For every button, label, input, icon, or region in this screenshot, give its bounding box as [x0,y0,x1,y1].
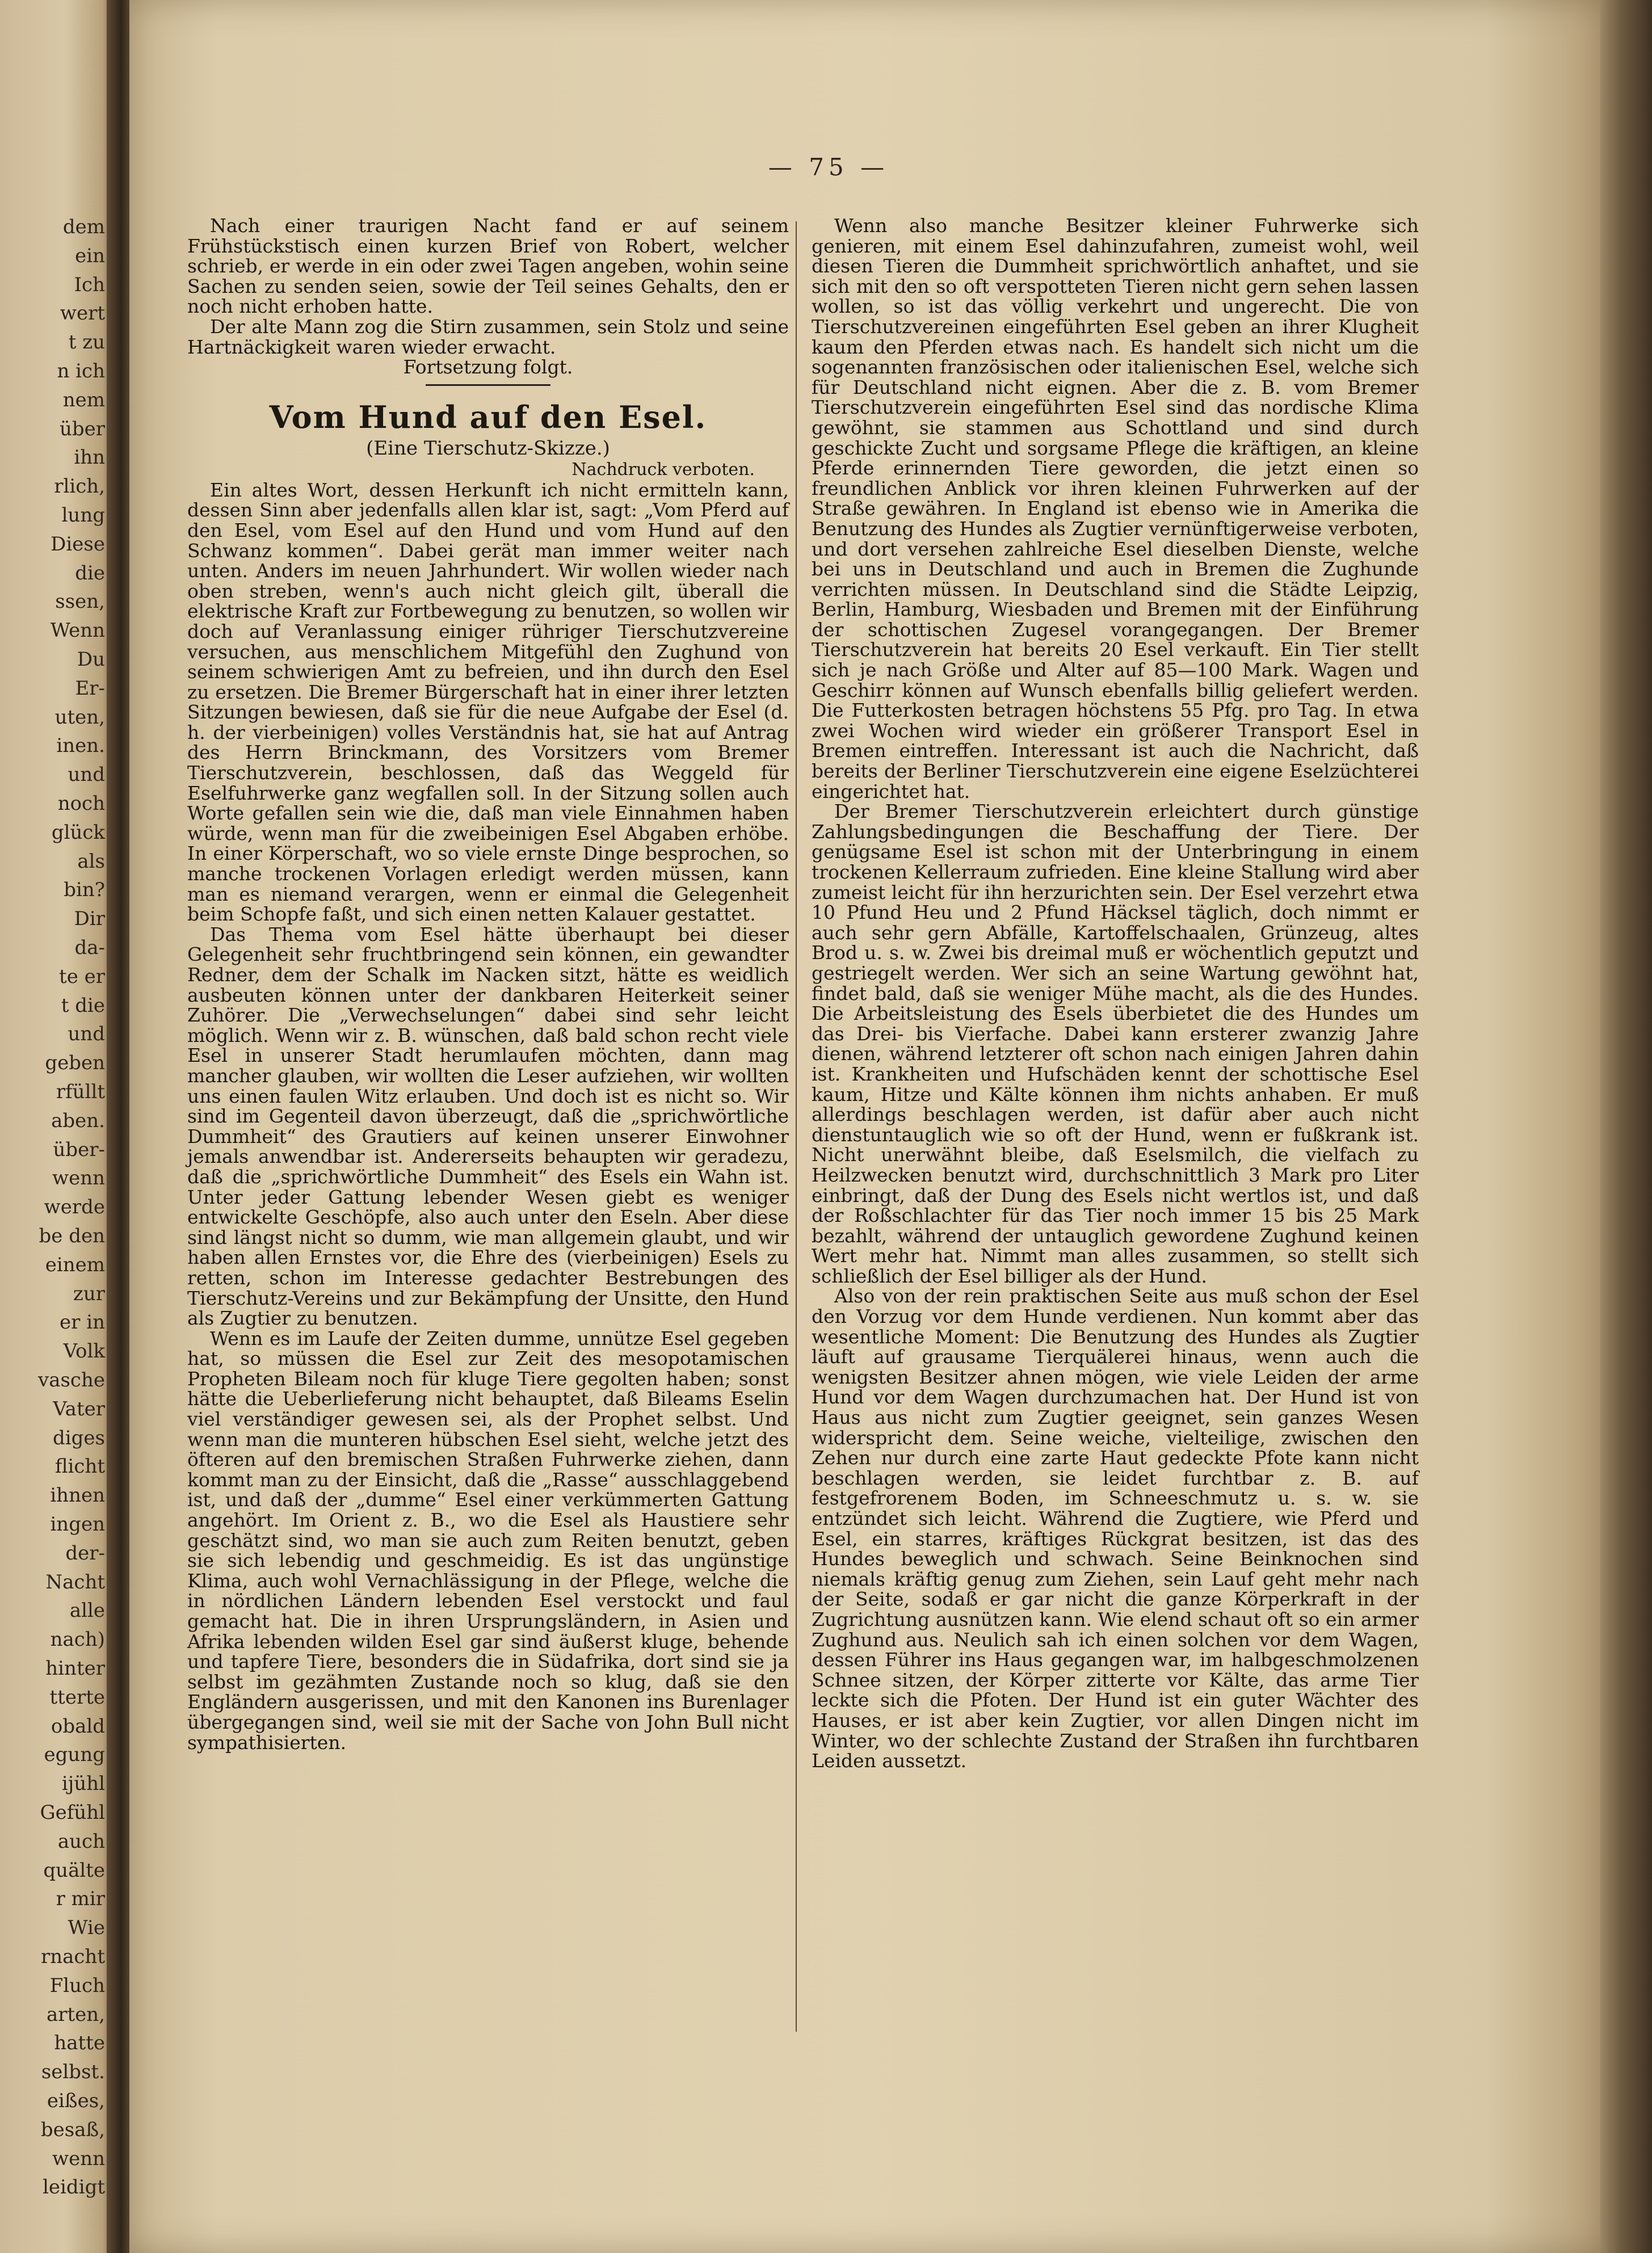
left-page-word-fragment: Volk [63,1340,105,1363]
reprint-note: Nachdruck verboten. [571,459,755,480]
left-page-word-fragment: n ich [57,360,105,382]
left-page-word-fragment: rfüllt [56,1081,105,1103]
left-page-word-fragment: tterte [49,1685,105,1709]
left-page-word-fragment: geben [45,1052,105,1075]
section-divider [426,384,550,386]
left-page-word-fragment: Wenn [50,619,105,642]
left-page-word-fragment: inen. [56,734,105,758]
article-paragraph: Also von der rein praktischen Seite aus muß schon der Esel den Vorzug vor dem Hunde verdienen. Nun kommt aber das wesentliche Moment: Die Benutzung des Hundes als Zugtier läuft auf grausame Tierquälerei hinaus, wenn auch die wenigsten Besitzer ahnen mögen, wie viele Leiden der arme Hund vor dem Wagen durchzumachen hat. Der Hund ist von Haus aus nicht zum Zugtier geeignet, sein ganzes Wesen widerspricht dem. Seine weiche, vielteilige, zwischen den Zehen nur durch eine zarte Haut gedeckte Pfote kann nicht beschlagen werden, sie leidet furchtbar z. B. auf festgefrorenem Boden, im Schneeschmutz u. s. w. sie entzündet sich leicht. Während die Zugtiere, wie Pferd und Esel, ein starres, kräftiges Rückgrat besitzen, ist das des Hundes beweglich und schwach. Seine Beinknochen sind niemals kräftig genug zum Ziehen, sein Lauf geht mehr nach der Seite, sodaß er gar nicht die ganze Körperkraft in der Zugrichtung ausnützen kann. Wie elend schaut oft so ein armer Zughund aus. Neulich sah ich einen solchen vor dem Wagen, dessen Führer ins Haus gegangen war, im halbgeschmolzenen Schnee sitzen, der Körper zitterte vor Kälte, das arme Tier leckte sich die Pfoten. Der Hund ist ein guter Wächter des Hauses, er ist aber kein Zugtier, vor allen Dingen nicht im Winter, wo der schlechte Zustand der Straßen ihn furchtbaren Leiden aussetzt. [812,1285,1419,1772]
left-page-word-fragment: die [75,561,105,585]
left-page-word-fragment: quälte [43,1859,105,1882]
article-paragraph: Wenn also manche Besitzer kleiner Fuhrwerke sich genieren, mit einem Esel dahinzufahren, zumeist wohl, weil diesen Tieren die Dummheit sprichwörtlich anhaftet, und sie sich mit den so oft verspotteten Tieren nicht gern sehen lassen wollen, so ist das völlig verkehrt und ungerecht. Die von Tierschutzvereinen eingeführten Esel geben an ihrer Klugheit kaum den Pferden etwas nach. Es handelt sich nicht um die sogenannten französischen oder italienischen Esel, welche sich für Deutschland nicht eignen. Aber die z. B. vom Bremer Tierschutzverein eingeführten Esel sind das nordische Klima gewöhnt, sie stammen aus Schottland und sind durch geschickte Zucht und sorgsame Pflege die kräftigen, an kleine Pferde erinnernden Tiere geworden, die jetzt einen so freundlichen Anblick vor ihren kleinen Fuhrwerken auf der Straße gewähren. In England ist ebenso wie in Amerika die Benutzung des Hundes als Zugtier vernünftigerweise verboten, und dort versehen zahlreiche Esel dieselben Dienste, welche bei uns in Deutschland und auch in Bremen die Zughunde verrichten müssen. In Deutschland sind die Städte Leipzig, Berlin, Hamburg, Wiesbaden und Bremen mit der Einführung der schottischen Zugesel vorangegangen. Der Bremer Tierschutzverein hat bereits 20 Esel verkauft. Ein Tier stellt sich je nach Größe und Alter auf 85—100 Mark. Wagen und Geschirr können auf Wunsch ebenfalls billig geliefert werden. Die Futterkosten betragen höchstens 55 Pfg. pro Tag. In etwa zwei Wochen wird wieder ein größerer Transport Esel in Bremen eintreffen. Interessant ist auch die Nachricht, daß bereits der Berliner Tierschutzverein eine eigene Eselzüchterei eingerichtet hat. [812,215,1419,802]
left-page-word-fragment: und [68,763,105,787]
left-page-word-fragment: dem [62,216,105,238]
left-page-word-fragment: lung [61,504,105,527]
left-page-word-fragment: Fluch [49,1974,105,1997]
left-page-word-fragment: nem [62,388,105,411]
left-page-word-fragment: noch [57,792,105,815]
left-page-word-fragment: vasche [38,1369,105,1392]
left-column [187,216,789,1752]
left-page-word-fragment: Vater [53,1397,105,1420]
left-page-word-fragment: wert [60,302,105,325]
left-page-word-fragment: nach) [50,1628,105,1651]
article-subtitle: (Eine Tierschutz-Skizze.) [366,436,610,460]
left-page-word-fragment: über- [53,1138,105,1161]
left-page-word-fragment: ingen [50,1513,105,1536]
left-page-word-fragment: flicht [54,1455,105,1478]
left-page-word-fragment: ein [75,244,105,267]
left-page-word-fragment: ijühl [61,1772,105,1796]
left-page-word-fragment: hinter [45,1657,105,1680]
left-page-word-fragment: arten, [46,2003,105,2026]
left-page-word-fragment: Ich [74,273,105,296]
left-page-word-fragment: er in [60,1311,105,1334]
page-number: — 75 — [768,153,889,181]
left-page-word-fragment: obald [51,1714,105,1738]
left-page-word-fragment: selbst. [41,2061,105,2084]
continuation-note: Fortsetzung folgt. [403,356,573,379]
article-title: Vom Hund auf den Esel. [269,398,707,435]
left-page-word-fragment: diges [53,1426,105,1449]
column-rule [796,221,797,2032]
left-page-word-fragment: t die [61,994,105,1017]
left-page-word-fragment: zur [73,1282,105,1305]
left-page-word-fragment: der- [65,1541,105,1565]
left-page-word-fragment: be den [39,1225,105,1247]
left-page-word-fragment: te er [59,965,105,988]
left-page-word-fragment: Du [77,648,105,671]
left-page-word-fragment: egung [44,1743,105,1767]
left-page-word-fragment: besaß, [40,2118,105,2141]
right-page-edge [1600,0,1652,2253]
left-page-word-fragment: wenn [52,1167,105,1190]
right-column [812,216,1419,1771]
left-page-word-fragment: auch [57,1830,105,1853]
left-page-word-fragment: als [77,850,105,873]
left-page-word-fragment: Gefühl [40,1801,105,1824]
left-page-word-fragment: über [59,417,105,440]
left-page-word-fragment: aben. [51,1109,105,1132]
left-page-word-fragment: wenn [52,2147,105,2170]
left-page-word-fragment: leidigt [43,2176,105,2199]
left-page-word-fragment: Er- [75,676,105,700]
article-paragraph: Das Thema vom Esel hätte überhaupt bei dieser Gelegenheit sehr fruchtbringend sein können, ein gewandter Redner, dem der Schalk im Nacken sitzt, hätte es weidlich ausbeuten können unter der dankbaren Heiterkeit seiner Zuhörer. Die „Verwechselungen“ dabei sind sehr leicht möglich. Wenn wir z. B. wünschen, daß bald schon recht viele Esel in unserer Stadt herumlaufen möchten, dann mag mancher glauben, wir wollten die Leser aufziehen, wir wollten uns einen faulen Witz erlauben. Und doch ist es nicht so. Wir sind im Gegenteil davon überzeugt, daß die „sprichwörtliche Dummheit“ des Grautiers auf keinen unserer Einwohner jemals anwendbar ist. Andererseits behaupten wir geradezu, daß die „sprichwörtliche Dummheit“ des Esels ein Wahn ist. Unter jeder Gattung lebender Wesen giebt es weniger entwickelte Geschöpfe, also auch unter den Eseln. Aber diese sind längst nicht so dumm, wie man allgemein glaubt, und wir haben allen Ernstes vor, die Ehre des (vierbeinigen) Esels zu retten, schon im Interesse gedachter Bestrebungen des Tierschutz-Vereins und zur Bekämpfung der Unsitte, den Hund als Zugtier zu benutzen. [187,923,789,1330]
story-text-2: Der alte Mann zog die Stirn zusammen, sein Stolz und seine Hartnäckigkeit waren wieder erwacht. [187,315,789,358]
left-page-word-fragment: da- [74,936,105,959]
left-page-word-fragment: Wie [68,1916,105,1940]
left-page-word-fragment: werde [44,1196,105,1219]
left-page-word-fragment: Dir [74,907,105,931]
left-page-word-fragment: rnacht [40,1945,105,1968]
article-paragraph: Der Bremer Tierschutzverein erleichtert durch günstige Zahlungsbedingungen die Beschaffung der Tiere. Der genügsame Esel ist schon mit der Unterbringung in einem trockenen Kellerraum zufrieden. Eine kleine Stallung wird aber zumeist leicht für ihn herzurichten sein. Der Esel verzehrt etwa 10 Pfund Heu und 2 Pfund Häcksel täglich, doch nimmt er auch sehr gern Abfälle, Kartoffelschaalen, Grünzeug, altes Brod u. s. w. Zwei bis dreimal muß er wöchentlich geputzt und gestriegelt werden. Wer sich an seine Wartung gewöhnt hat, findet bald, daß sie weniger Mühe macht, als die des Hundes. Die Arbeitsleistung des Esels überbietet die des Hundes um das Drei- bis Vierfache. Dabei kann ersterer zwanzig Jahre dienen, während letzterer oft schon nach einigen Jahren dahin ist. Krankheiten und Hufschäden kennt der schottische Esel kaum, Hitze und Kälte können ihm nichts anhaben. Er muß allerdings beschlagen werden, ist dafür aber auch nicht dienstuntauglich wie so oft der Hund, wenn er fußkrank ist. Nicht unerwähnt bleibe, daß Eselsmilch, die vielfach zu Heilzwecken benutzt wird, durchschnittlich 3 Mark pro Liter einbringt, daß der Dung des Esels nicht wertlos ist, und daß der Roßschlachter für das Tier noch immer 15 bis 25 Mark bezahlt, während der untauglich gewordene Zughund keinen Wert mehr hat. Nimmt man alles zusammen, so stellt sich schließlich der Esel billiger als der Hund. [812,800,1419,1287]
story-text: Nach einer traurigen Nacht fand er auf seinem Frühstückstisch einen kurzen Brief von Robert, welcher schrieb, er werde in ein oder zwei Tagen angeben, wohin seine Sachen zu senden seien, sowie der Teil seines Gehalts, den er noch nicht erhoben hatte. [187,215,789,318]
left-page-word-fragment: rlich, [54,475,105,498]
left-page-word-fragment: hatte [54,2032,105,2055]
left-page-word-fragment: einem [45,1253,105,1276]
article-paragraph: Ein altes Wort, dessen Herkunft ich nicht ermitteln kann, dessen Sinn aber jedenfalls allen klar ist, sagt: „Vom Pferd auf den Esel, vom Esel auf den Hund und vom Hund auf den Schwanz kommen“. Dabei gerät man immer weiter nach unten. Anders im neuen Jahrhundert. Wir wollen wieder nach oben streben, wenn's auch nicht gleich gilt, überall die elektrische Kraft zur Fortbewegung zu benutzen, so wollen wir doch auf Veranlassung einiger rühriger Tierschutzvereine versuchen, aus menschlichem Mitgefühl den Zughund von seinem schwierigen Amt zu befreien, und ihn durch den Esel zu ersetzen. Die Bremer Bürgerschaft hat in einer ihrer letzten Sitzungen bewiesen, daß sie für die neue Aufgabe der Esel (d. h. der vierbeinigen) volles Verständnis hat, sie hat auf Antrag des Herrn Brinckmann, des Vorsitzers vom Bremer Tierschutzverein, beschlossen, daß das Weggeld für Eselfuhrwerke ganz wegfallen soll. In der Sitzung sollen auch Worte gefallen sein wie die, daß man viele Einnahmen haben würde, wenn man für die zweibeinigen Esel Abgaben erhöbe. In einer Körperschaft, wo so viele ernste Dinge besprochen, so manche trockenen Vorlagen erledigt werden müssen, kann man es niemand verargen, wenn er einmal die Gelegenheit beim Schopfe faßt, und sich einen netten Kalauer gestattet. [187,478,789,926]
left-page-word-fragment: ihnen [50,1484,105,1507]
left-page-word-fragment: Nacht [45,1570,105,1594]
left-page-word-fragment: ihn [74,446,105,469]
left-page-word-fragment: alle [69,1599,105,1623]
left-page-word-fragment: Diese [51,532,105,556]
left-page-word-fragment: ssen, [55,590,105,613]
left-page-word-fragment: glück [51,821,105,844]
left-page-word-fragment: und [68,1023,105,1046]
left-page-word-fragment: bin? [64,878,105,902]
left-page-word-fragment: r mir [56,1888,105,1911]
left-page-edge [0,0,116,2253]
left-page-word-fragment: eißes, [47,2090,105,2112]
article-paragraph: Wenn es im Laufe der Zeiten dumme, unnütze Esel gegeben hat, so müssen die Esel zur Zeit des mesopotamischen Propheten Bileam noch für kluge Tiere gegolten haben; sonst hätte die Ueberlieferung nicht behauptet, daß Bileams Eselin viel verständiger gewesen sei, als der Prophet selbst. Und wenn man die munteren hübschen Esel sieht, welche jetzt des öfteren auf den bremischen Straßen Fuhrwerke ziehen, dann kommt man zu der Einsicht, daß die „Rasse“ ausschlaggebend ist, und daß der „dumme“ Esel einer verkümmerten Gattung angehört. Im Orient z. B., wo die Esel als Haustiere sehr geschätzt sind, wo man sie auch zum Reiten benutzt, geben sie sich lebendig und geschmeidig. Es ist das ungünstige Klima, auch wohl Vernachlässigung in der Pflege, welche die in nördlichen Ländern lebenden Esel verstockt und faul gemacht hat. Die in ihren Ursprungsländern, in Asien und Afrika lebenden wilden Esel gar sind äußerst kluge, behende und tapfere Tiere, besonders die in Südafrika, dort sind sie ja selbst im gezähmten Zustande noch so klug, daß sie den Engländern ausgerissen, und mit den Kanonen ins Burenlager übergegangen sind, weil sie mit der Sache von John Bull nicht sympathisierten. [187,1327,789,1754]
left-page-word-fragment: uten, [54,705,105,729]
left-page-word-fragment: t zu [68,331,105,354]
